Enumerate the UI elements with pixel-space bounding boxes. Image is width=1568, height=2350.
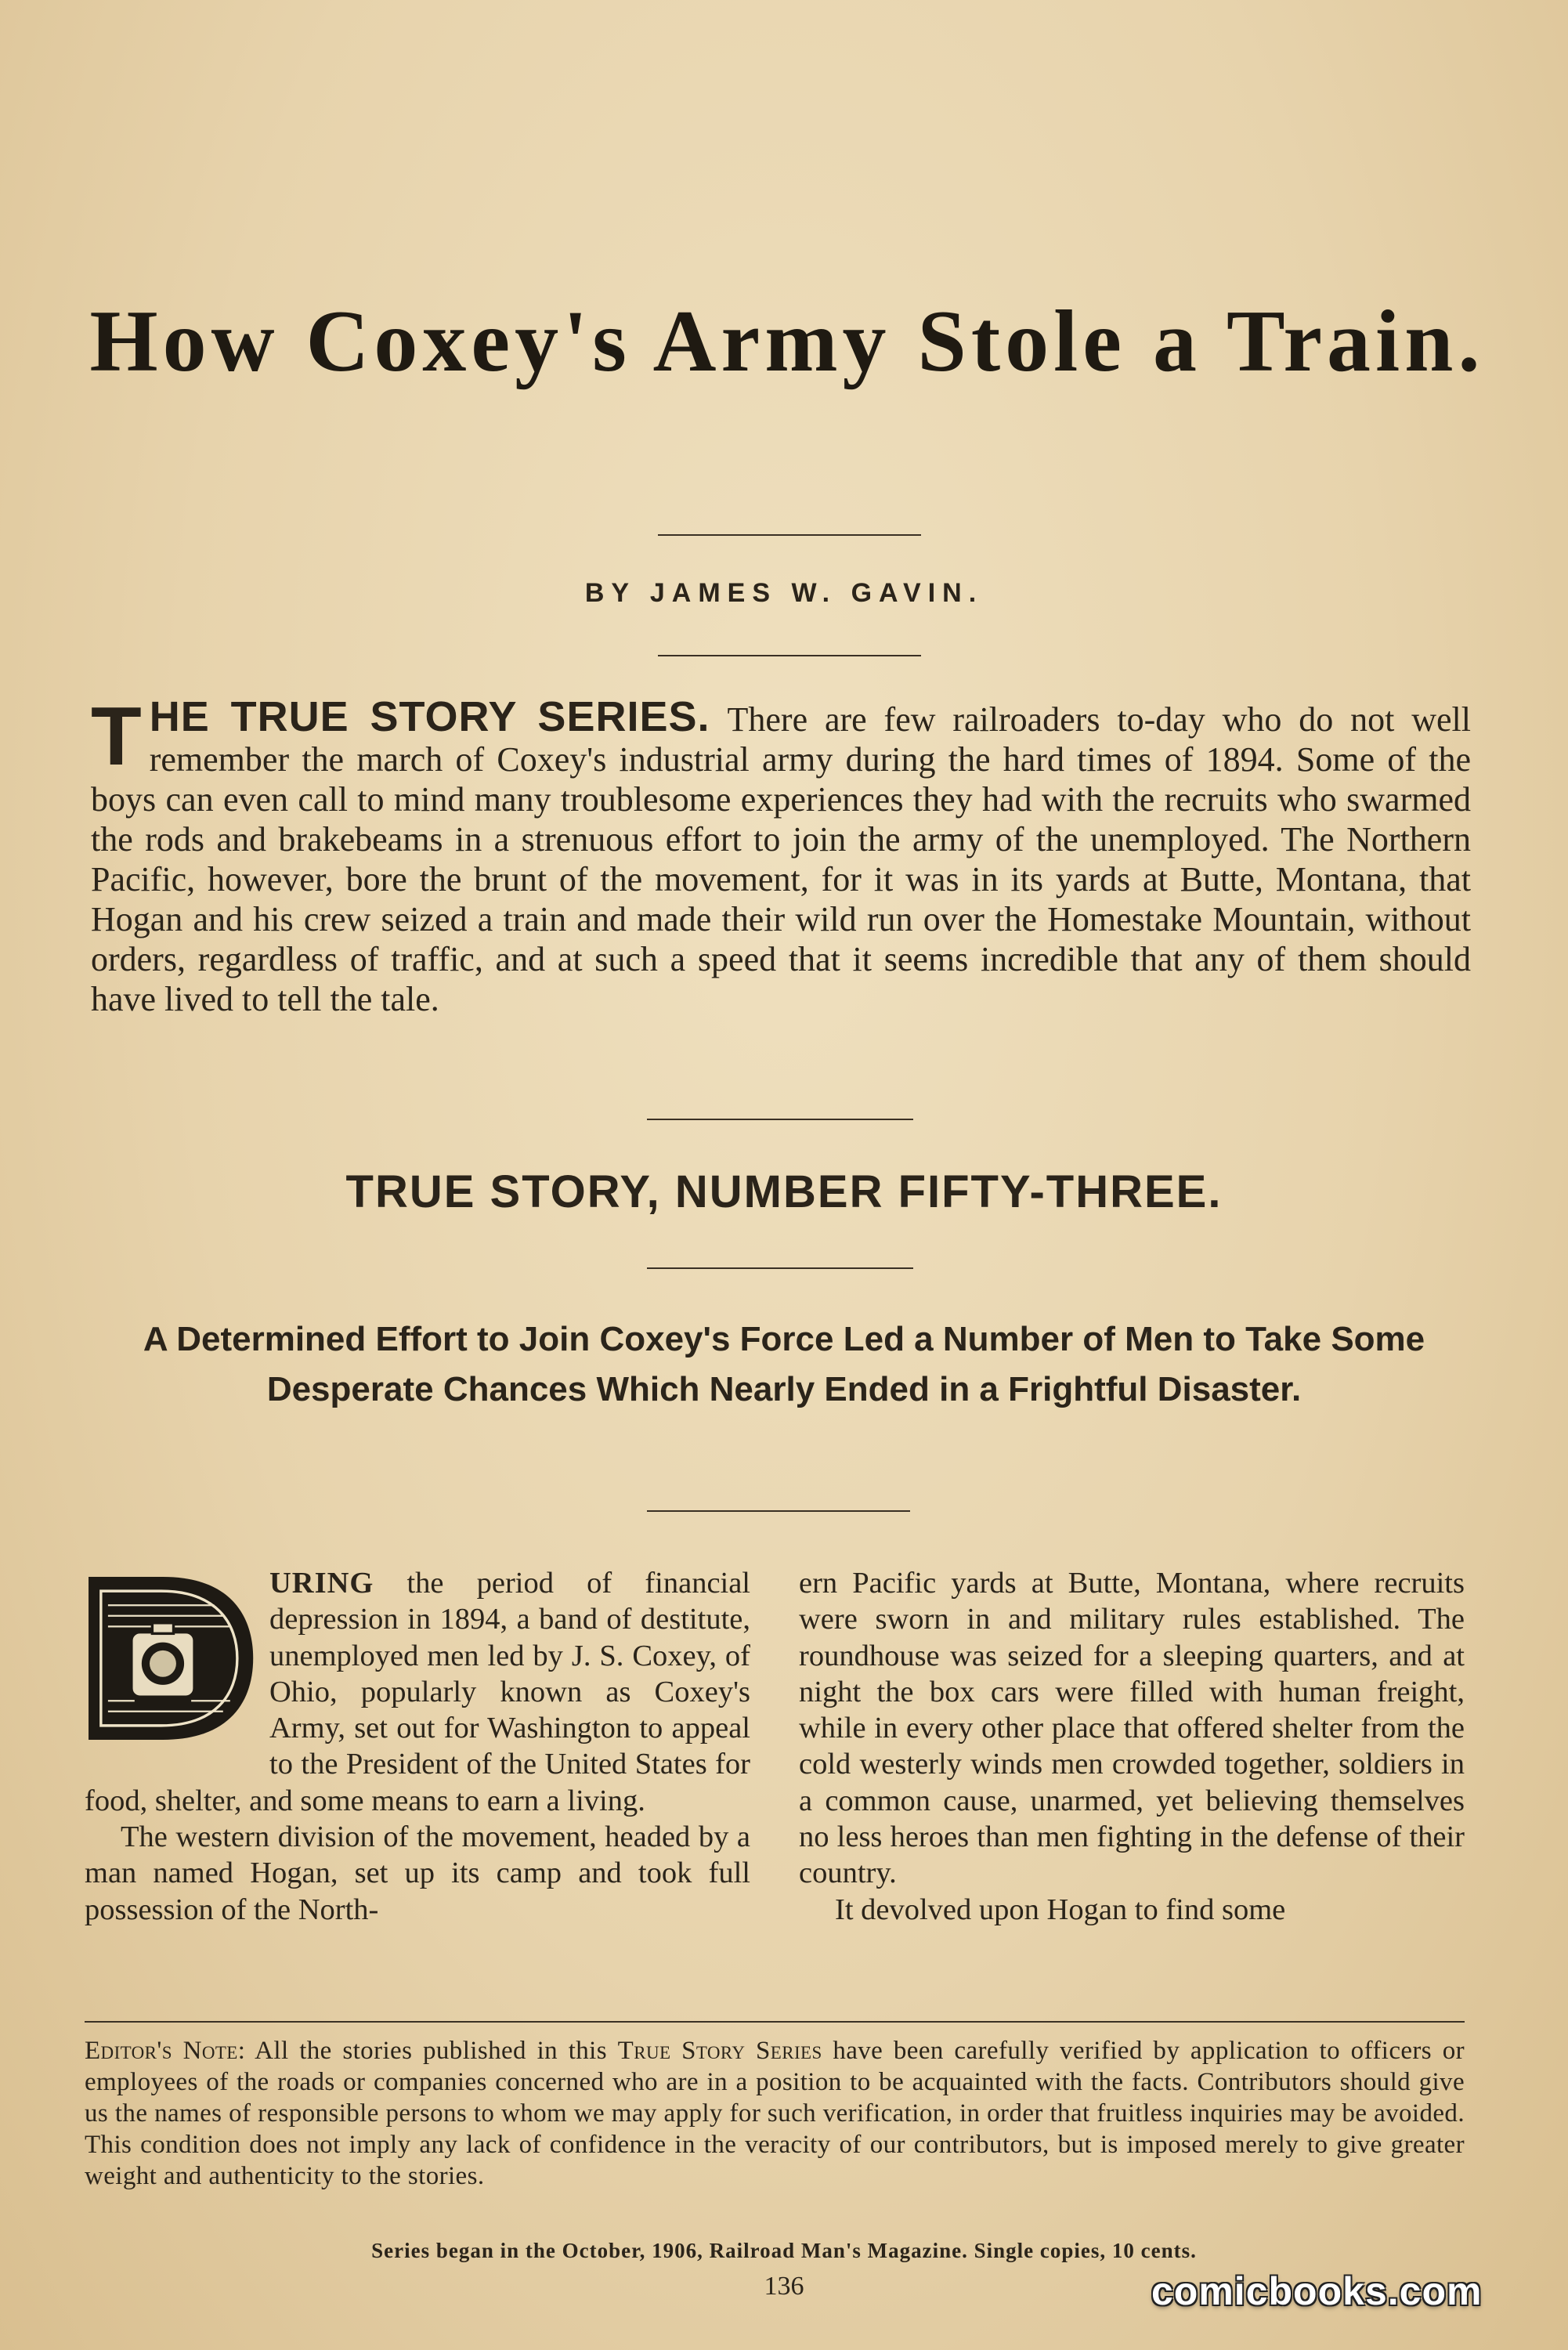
divider-rule [658,655,921,656]
note-divider [85,2021,1465,2023]
series-label: HE TRUE STORY SERIES. [149,693,710,740]
article-body [85,1565,1465,2012]
intro-drop-letter: T [91,690,142,783]
story-number-heading: TRUE STORY, NUMBER FIFTY-THREE. [345,1166,1223,1217]
series-intro [91,690,1471,1019]
divider-rule [647,1267,913,1269]
divider-rule [647,1510,910,1512]
byline: BY JAMES W. GAVIN. [584,578,984,608]
column-left [85,1565,750,1928]
article-deck: A Determined Effort to Join Coxey's Force Led a Number of Men to Take Some Desperate Chances Which Nearly Ended in a Frightful Disaster. [143,1320,1425,1408]
article-title: How Coxey's Army Stole a Train. [89,293,1485,390]
divider-rule [658,534,921,536]
intro-text: There are few railroaders to-day who do not well remember the march of Coxey's industrial army during the hard times of 1894. Some of the boys can even call to mind many troublesome experiences they had with the recruits who swarmed the rods and brakebeams in a strenuous effort to join the army of the unemployed. The Northern Pacific, however, bore the brunt of the movement, for it was in its yards at Butte, Montana, that Hogan and his crew seized a train and made their wild run over the Homestake Mountain, without orders, regardless of traffic, and at such a speed that it seems incredible that any of them should have lived to tell the tale. [91,700,1471,1018]
column-right [799,1565,1465,1928]
body-paragraph: the period of financial depression in 1894, a band of destitute, unemployed men led by J. S. Coxey, of Ohio, popularly known as Coxey's Army, set out for Washington to appeal to the President of the United States for food, shelter, and some means to earn a living. [85,1567,751,1817]
divider-rule [647,1119,913,1120]
editors-note-text: have been carefully verified by application to officers or employees of the roads or companies concerned who are in a position to be acquainted with the facts. Contributors should give us the names of responsible persons to whom we may apply for such verification, in order that fruitless inquiries may be avoided. This condition does not imply any lack of confidence in the veracity of our contributors, but is imposed merely to give greater weight and authenticity to the stories. [85,2037,1465,2190]
series-footer: Series began in the October, 1906, Railroad Man's Magazine. Single copies, 10 cents. [371,2239,1197,2262]
body-paragraph: The western division of the movement, headed by a man named Hogan, set up its camp and took full possession of the North- [85,1820,750,1926]
editors-note-text: All the stories published in this [255,2037,607,2065]
editors-note [85,2035,1465,2192]
body-paragraph: ern Pacific yards at Butte, Montana, where recruits were sworn in and military rules established. The roundhouse was seized for a sleeping quarters, and at night the box cars were filled with human freight, while in every other place that offered shelter from the cold westerly winds men crowded together, soldiers in a common cause, unarmed, yet believing themselves no less heroes than men fighting in the defense of their country. [799,1567,1465,1890]
editors-note-label: Editor's Note: [85,2037,246,2065]
body-paragraph: It devolved upon Hogan to find some [835,1893,1286,1926]
page-number: 136 [764,2272,804,2301]
site-watermark: comicbooks.com [1151,2269,1483,2313]
ornamental-dropcap-d-icon [81,1570,258,1747]
lead-word: URING [269,1567,374,1600]
series-name: True Story Series [617,2037,822,2065]
